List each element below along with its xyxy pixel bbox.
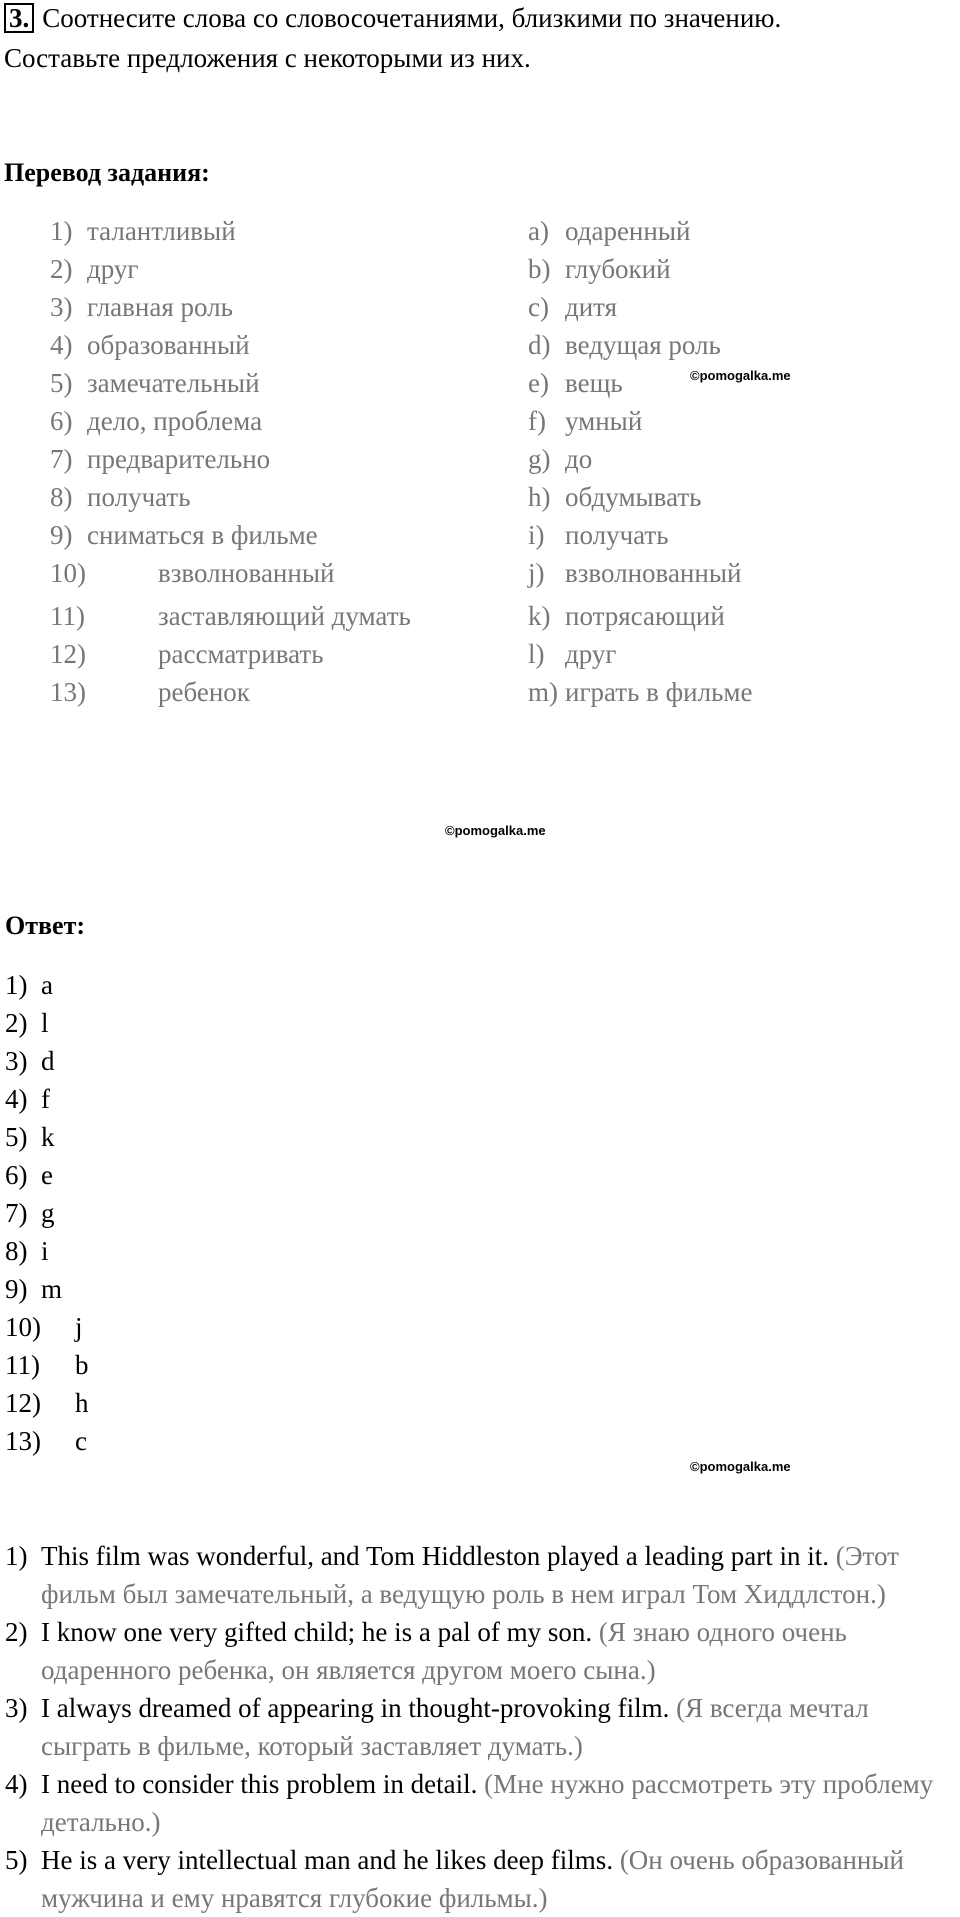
left-list-item <box>50 213 236 249</box>
answer-item <box>5 1309 83 1345</box>
item-text: ребенок <box>158 677 250 707</box>
item-number: 10) <box>50 558 86 588</box>
item-text: вещь <box>565 368 623 398</box>
item-text: получать <box>87 482 191 512</box>
item-text: обдумывать <box>565 482 702 512</box>
item-text: талантливый <box>87 216 236 246</box>
right-list-item <box>528 598 725 634</box>
answer-letter: e <box>41 1160 53 1190</box>
item-number: 3) <box>50 292 73 322</box>
left-list-item <box>50 327 250 363</box>
item-number: 11) <box>50 601 85 631</box>
example-sentence <box>5 1537 960 1613</box>
answer-item <box>5 1195 55 1231</box>
answer-letter: m <box>41 1274 63 1304</box>
item-text: рассматривать <box>158 639 324 669</box>
item-text: потрясающий <box>565 601 725 631</box>
answer-letter: i <box>41 1236 49 1266</box>
item-text: друг <box>87 254 139 284</box>
item-letter: d) <box>528 330 551 360</box>
left-list-item <box>50 479 191 515</box>
sentence-number: 1) <box>5 1541 28 1571</box>
answer-letter: l <box>41 1008 49 1038</box>
answer-heading: Ответ: <box>5 911 86 940</box>
item-letter: j) <box>528 558 545 588</box>
answer-letter: c <box>75 1426 87 1456</box>
watermark: ©pomogalka.me <box>690 368 791 383</box>
left-list-item <box>50 598 411 634</box>
answer-letter: a <box>41 970 53 1000</box>
answer-item <box>5 1119 55 1155</box>
answer-letter: k <box>41 1122 55 1152</box>
item-number: 4) <box>50 330 73 360</box>
answer-item <box>5 1043 55 1079</box>
item-text: друг <box>565 639 617 669</box>
item-number: 13) <box>50 677 86 707</box>
item-letter: k) <box>528 601 551 631</box>
sentence-number: 2) <box>5 1617 28 1647</box>
sentence-english: I always dreamed of appearing in thought-provoking film. <box>41 1693 670 1723</box>
watermark: ©pomogalka.me <box>445 823 546 838</box>
task-instruction: Соотнесите слова со словосочетаниями, близкими по значению. <box>42 3 782 33</box>
item-text: образованный <box>87 330 250 360</box>
answer-number: 1) <box>5 970 28 1000</box>
sentence-english: This film was wonderful, and Tom Hiddleston played a leading part in it. <box>41 1541 829 1571</box>
answer-number: 3) <box>5 1046 28 1076</box>
answer-number: 11) <box>5 1350 40 1380</box>
answer-letter: d <box>41 1046 55 1076</box>
answer-letter: j <box>75 1312 83 1342</box>
item-number: 12) <box>50 639 86 669</box>
task-number: 3. <box>4 3 34 33</box>
item-text: дело, проблема <box>87 406 263 436</box>
right-list-item <box>528 251 671 287</box>
item-number: 5) <box>50 368 73 398</box>
left-list-item <box>50 441 270 477</box>
example-sentence <box>5 1765 960 1841</box>
left-list-item <box>50 289 233 325</box>
item-text: одаренный <box>565 216 691 246</box>
item-text: взволнованный <box>565 558 742 588</box>
example-sentence <box>5 1613 960 1689</box>
item-number: 6) <box>50 406 73 436</box>
answer-letter: b <box>75 1350 89 1380</box>
answer-number: 9) <box>5 1274 28 1304</box>
answer-number: 6) <box>5 1160 28 1190</box>
right-list-item <box>528 403 642 439</box>
right-list-item <box>528 441 592 477</box>
sentence-english: I know one very gifted child; he is a pal of my son. <box>41 1617 593 1647</box>
item-number: 2) <box>50 254 73 284</box>
left-list-item <box>50 555 334 591</box>
answer-item <box>5 1233 49 1269</box>
item-letter: m) <box>528 677 558 707</box>
answer-number: 7) <box>5 1198 28 1228</box>
answer-number: 13) <box>5 1426 41 1456</box>
answer-item <box>5 1081 50 1117</box>
example-sentence <box>5 1841 960 1917</box>
sentence-english: I need to consider this problem in detail. <box>41 1769 478 1799</box>
item-number: 8) <box>50 482 73 512</box>
item-text: взволнованный <box>158 558 335 588</box>
answer-item <box>5 1423 87 1459</box>
sentence-translation: (Я всегда мечтал сыграть в фильме, который заставляет думать.) <box>41 1693 869 1761</box>
sentence-english: He is a very intellectual man and he likes deep films. <box>41 1845 614 1875</box>
left-list-item <box>50 674 250 710</box>
right-list-item <box>528 327 721 363</box>
item-text: заставляющий думать <box>158 601 411 631</box>
right-list-item <box>528 517 669 553</box>
sentence-translation: (Мне нужно рассмотреть эту проблему детально.) <box>41 1769 934 1837</box>
answer-number: 4) <box>5 1084 28 1114</box>
right-list-item <box>528 365 623 401</box>
right-list-item <box>528 636 616 672</box>
item-letter: a) <box>528 216 549 246</box>
item-number: 1) <box>50 216 73 246</box>
answer-number: 2) <box>5 1008 28 1038</box>
item-letter: b) <box>528 254 551 284</box>
sentence-translation: (Он очень образованный мужчина и ему нравятся глубокие фильмы.) <box>41 1845 904 1913</box>
item-text: глубокий <box>565 254 671 284</box>
answer-item <box>5 1271 62 1307</box>
item-letter: e) <box>528 368 549 398</box>
watermark: ©pomogalka.me <box>690 1459 791 1474</box>
item-text: играть в фильме <box>565 677 753 707</box>
item-number: 9) <box>50 520 73 550</box>
translation-heading: Перевод задания: <box>4 158 210 187</box>
right-list-item <box>528 555 741 591</box>
item-letter: f) <box>528 406 546 436</box>
answer-letter: h <box>75 1388 89 1418</box>
item-text: умный <box>565 406 643 436</box>
answer-item <box>5 1347 89 1383</box>
item-text: получать <box>565 520 669 550</box>
item-text: замечательный <box>87 368 260 398</box>
answer-item <box>5 1385 89 1421</box>
sentence-number: 3) <box>5 1693 28 1723</box>
answer-number: 10) <box>5 1312 41 1342</box>
left-list-item <box>50 517 318 553</box>
sentence-translation: (Я знаю одного очень одаренного ребенка, он является другом моего сына.) <box>41 1617 847 1685</box>
item-text: до <box>565 444 593 474</box>
task-line-1 <box>4 0 781 36</box>
answer-number: 8) <box>5 1236 28 1266</box>
answer-item <box>5 1157 53 1193</box>
item-text: ведущая роль <box>565 330 721 360</box>
answer-item <box>5 1005 49 1041</box>
right-list-item <box>528 213 690 249</box>
item-letter: c) <box>528 292 549 322</box>
task-line-2: Составьте предложения с некоторыми из них. <box>4 43 531 73</box>
right-list-item <box>528 479 701 515</box>
item-text: предварительно <box>87 444 271 474</box>
item-letter: l) <box>528 639 545 669</box>
sentence-translation: (Этот фильм был замечательный, а ведущую роль в нем играл Том Хиддлстон.) <box>41 1541 899 1609</box>
sentence-number: 4) <box>5 1769 28 1799</box>
answer-letter: f <box>41 1084 50 1114</box>
right-list-item <box>528 674 752 710</box>
item-number: 7) <box>50 444 73 474</box>
left-list-item <box>50 251 138 287</box>
item-text: главная роль <box>87 292 233 322</box>
left-list-item <box>50 636 324 672</box>
example-sentence <box>5 1689 960 1765</box>
item-letter: i) <box>528 520 545 550</box>
item-text: сниматься в фильме <box>87 520 318 550</box>
answer-item <box>5 967 53 1003</box>
right-list-item <box>528 289 617 325</box>
item-text: дитя <box>565 292 618 322</box>
answer-number: 5) <box>5 1122 28 1152</box>
answer-number: 12) <box>5 1388 41 1418</box>
left-list-item <box>50 365 260 401</box>
left-list-item <box>50 403 262 439</box>
item-letter: h) <box>528 482 551 512</box>
sentence-number: 5) <box>5 1845 28 1875</box>
item-letter: g) <box>528 444 551 474</box>
answer-letter: g <box>41 1198 55 1228</box>
